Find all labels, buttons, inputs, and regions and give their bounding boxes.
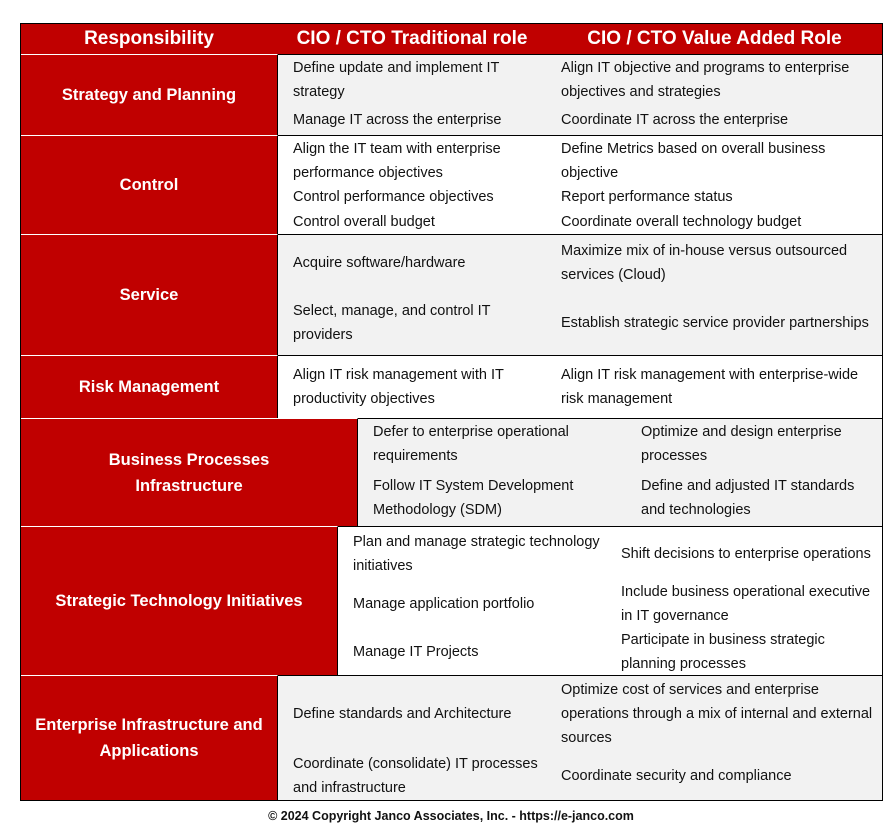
role-item: Manage application portfolio bbox=[353, 596, 535, 612]
role-item: Establish strategic service provider partnerships bbox=[561, 315, 869, 331]
responsibility-cell: Risk Management bbox=[21, 355, 278, 418]
role-item: Coordinate IT across the enterprise bbox=[561, 112, 789, 128]
value-added-role-cell bbox=[548, 676, 882, 800]
table-row bbox=[21, 418, 882, 526]
role-item: Manage IT Projects bbox=[353, 643, 479, 660]
role-item: Report performance status bbox=[561, 189, 733, 205]
role-item: Participate in business strategic planning processes bbox=[621, 631, 825, 672]
role-item: Align the IT team with enterprise performance objectives bbox=[293, 140, 501, 181]
role-item: Define standards and Architecture bbox=[293, 706, 512, 722]
value-added-role-cell bbox=[548, 136, 882, 234]
traditional-role-cell bbox=[278, 676, 548, 800]
role-item: Coordinate (consolidate) IT processes and infrastructure bbox=[293, 756, 538, 796]
copyright-footer: © 2024 Copyright Janco Associates, Inc. - https://e-janco.com bbox=[268, 809, 634, 823]
value-added-role-cell bbox=[548, 235, 882, 355]
traditional-role-cell bbox=[358, 419, 628, 526]
role-item: Include business operational executive in IT governance bbox=[621, 584, 871, 624]
role-item: Follow IT System Development Methodology (SDM) bbox=[373, 477, 574, 518]
role-item: Manage IT across the enterprise bbox=[293, 112, 502, 128]
role-item: Shift decisions to enterprise operations bbox=[621, 545, 871, 562]
role-item: Control overall budget bbox=[293, 213, 435, 230]
value-added-role-cell bbox=[608, 527, 882, 675]
value-added-role-cell bbox=[628, 419, 882, 526]
traditional-role-cell bbox=[338, 527, 608, 675]
table-header bbox=[21, 24, 882, 54]
role-item: Acquire software/hardware bbox=[293, 255, 466, 271]
table-row bbox=[21, 675, 882, 800]
table-row bbox=[21, 135, 882, 234]
role-item: Plan and manage strategic technology initiatives bbox=[353, 533, 600, 574]
role-item: Defer to enterprise operational requirements bbox=[373, 424, 569, 464]
responsibility-cell: Enterprise Infrastructure and Applications bbox=[21, 675, 278, 800]
traditional-role-cell bbox=[278, 356, 548, 418]
role-item: Optimize and design enterprise processes bbox=[641, 424, 842, 464]
role-item: Maximize mix of in-house versus outsourced services (Cloud) bbox=[561, 243, 848, 283]
traditional-role-cell bbox=[278, 55, 548, 135]
role-item: Coordinate overall technology budget bbox=[561, 213, 802, 230]
header-traditional-role: CIO / CTO Traditional role bbox=[296, 28, 528, 49]
value-added-role-cell bbox=[548, 356, 882, 418]
responsibility-cell: Strategic Technology Initiatives bbox=[21, 526, 338, 675]
responsibility-table bbox=[20, 23, 883, 801]
role-item: Coordinate security and compliance bbox=[561, 768, 792, 784]
responsibility-cell: Strategy and Planning bbox=[21, 54, 278, 135]
traditional-role-cell bbox=[278, 136, 548, 234]
traditional-role-cell bbox=[278, 235, 548, 355]
role-item: Optimize cost of services and enterprise operations through a mix of internal and external sources bbox=[561, 682, 873, 746]
header-value-added-role: CIO / CTO Value Added Role bbox=[587, 28, 842, 49]
header-responsibility: Responsibility bbox=[84, 28, 214, 49]
table-row bbox=[21, 234, 882, 355]
responsibility-cell: Service bbox=[21, 234, 278, 355]
role-item: Select, manage, and control IT providers bbox=[293, 303, 491, 343]
role-item: Align IT risk management with enterprise-wide risk management bbox=[561, 367, 859, 407]
responsibility-cell: Business Processes Infrastructure bbox=[21, 418, 358, 526]
role-item: Align IT objective and programs to enterprise objectives and strategies bbox=[561, 60, 850, 100]
role-item: Define update and implement IT strategy bbox=[293, 60, 500, 100]
table-row bbox=[21, 355, 882, 418]
role-item: Control performance objectives bbox=[293, 189, 494, 205]
responsibility-cell: Control bbox=[21, 135, 278, 234]
table-row bbox=[21, 54, 882, 135]
table-row bbox=[21, 526, 882, 675]
role-item: Define Metrics based on overall business objective bbox=[561, 140, 826, 181]
value-added-role-cell bbox=[548, 55, 882, 135]
role-item: Define and adjusted IT standards and technologies bbox=[641, 477, 855, 518]
role-item: Align IT risk management with IT productivity objectives bbox=[293, 367, 504, 407]
